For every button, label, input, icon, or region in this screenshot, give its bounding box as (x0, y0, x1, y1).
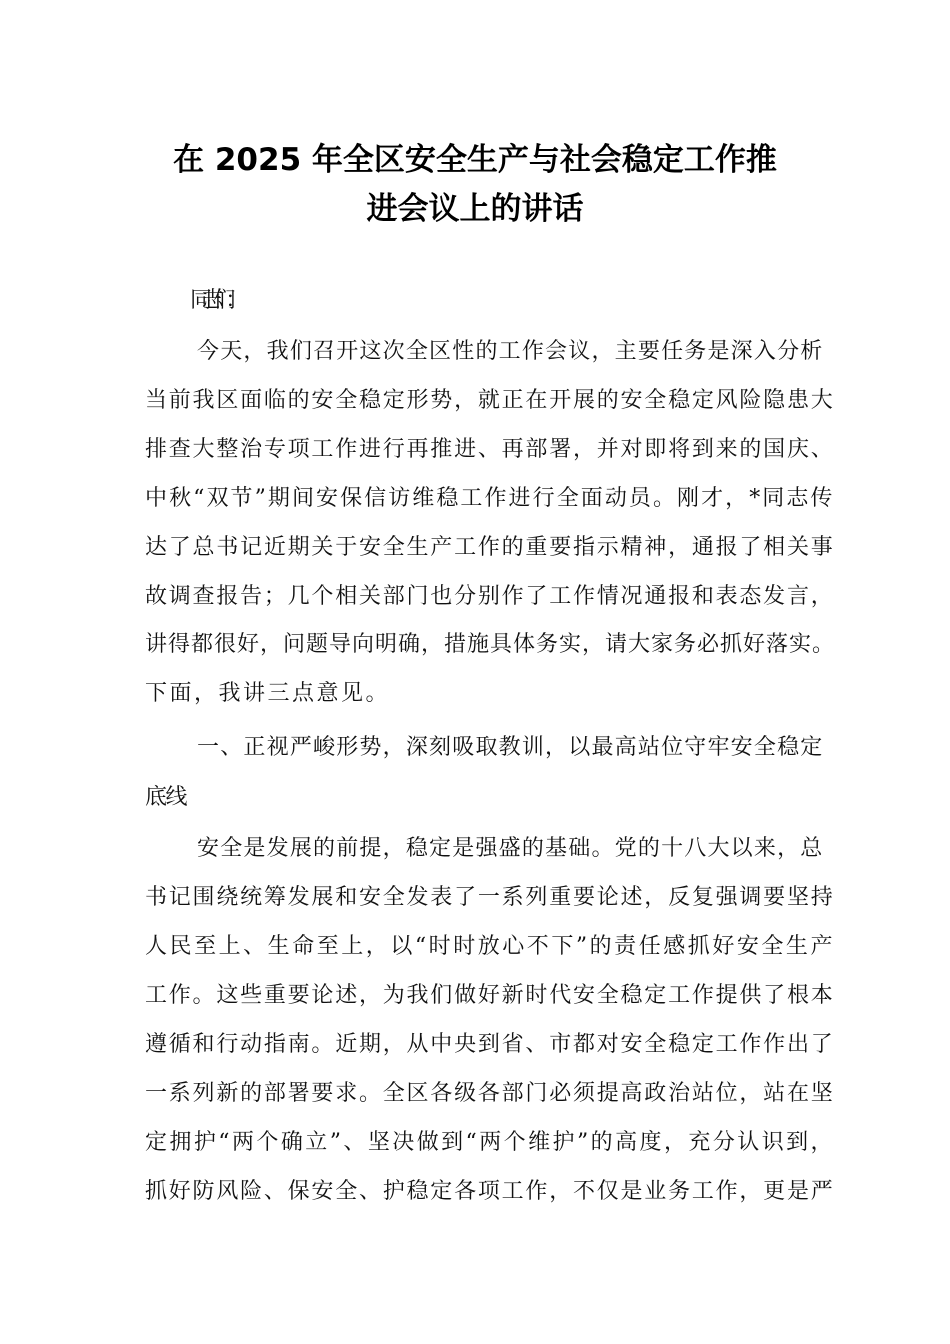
body-line: 工作。这些重要论述，为我们做好新时代安全稳定工作提供了根本 (145, 983, 835, 1008)
body-line: 遵循和行动指南。近期，从中央到省、市都对安全稳定工作作出了 (145, 1032, 835, 1057)
document-title-line-1: 在 2025 年全区安全生产与社会稳定工作推 (173, 142, 777, 178)
body-line: 一系列新的部署要求。全区各级各部门必须提高政治站位，站在坚 (145, 1081, 835, 1106)
body-line: 人民至上、生命至上，以“时时放心不下”的责任感抓好安全生产 (145, 934, 835, 959)
body-line: 当前我区面临的安全稳定形势，就正在开展的安全稳定风险隐患大 (145, 388, 835, 413)
body-line: 达了总书记近期关于安全生产工作的重要指示精神，通报了相关事 (145, 535, 835, 560)
salutation: 同志们： (190, 288, 238, 313)
body-line: 排查大整治专项工作进行再推进、再部署，并对即将到来的国庆、 (145, 437, 835, 462)
document-title-line-2: 进会议上的讲话 (366, 191, 584, 227)
body-line: 抓好防风险、保安全、护稳定各项工作，不仅是业务工作，更是严 (145, 1179, 835, 1204)
body-line: 下面，我讲三点意见。 (145, 681, 391, 706)
body-line: 今天，我们召开这次全区性的工作会议，主要任务是深入分析 (197, 339, 824, 364)
body-line: 故调查报告；几个相关部门也分别作了工作情况通报和表态发言， (145, 584, 835, 609)
body-line: 书记围绕统筹发展和安全发表了一系列重要论述，反复强调要坚持 (145, 885, 835, 910)
section-heading-line: 一、正视严峻形势，深刻吸取教训，以最高站位守牢安全稳定 (197, 735, 824, 760)
body-line: 中秋“双节”期间安保信访维稳工作进行全面动员。刚才，*同志传 (145, 486, 835, 511)
body-line: 安全是发展的前提，稳定是强盛的基础。党的十八大以来，总 (197, 836, 824, 861)
body-line: 讲得都很好，问题导向明确，措施具体务实，请大家务必抓好落实。 (145, 632, 836, 657)
body-line: 定拥护“两个确立”、坚决做到“两个维护”的高度，充分认识到， (145, 1130, 835, 1155)
section-heading-line: 底线 (145, 785, 187, 810)
